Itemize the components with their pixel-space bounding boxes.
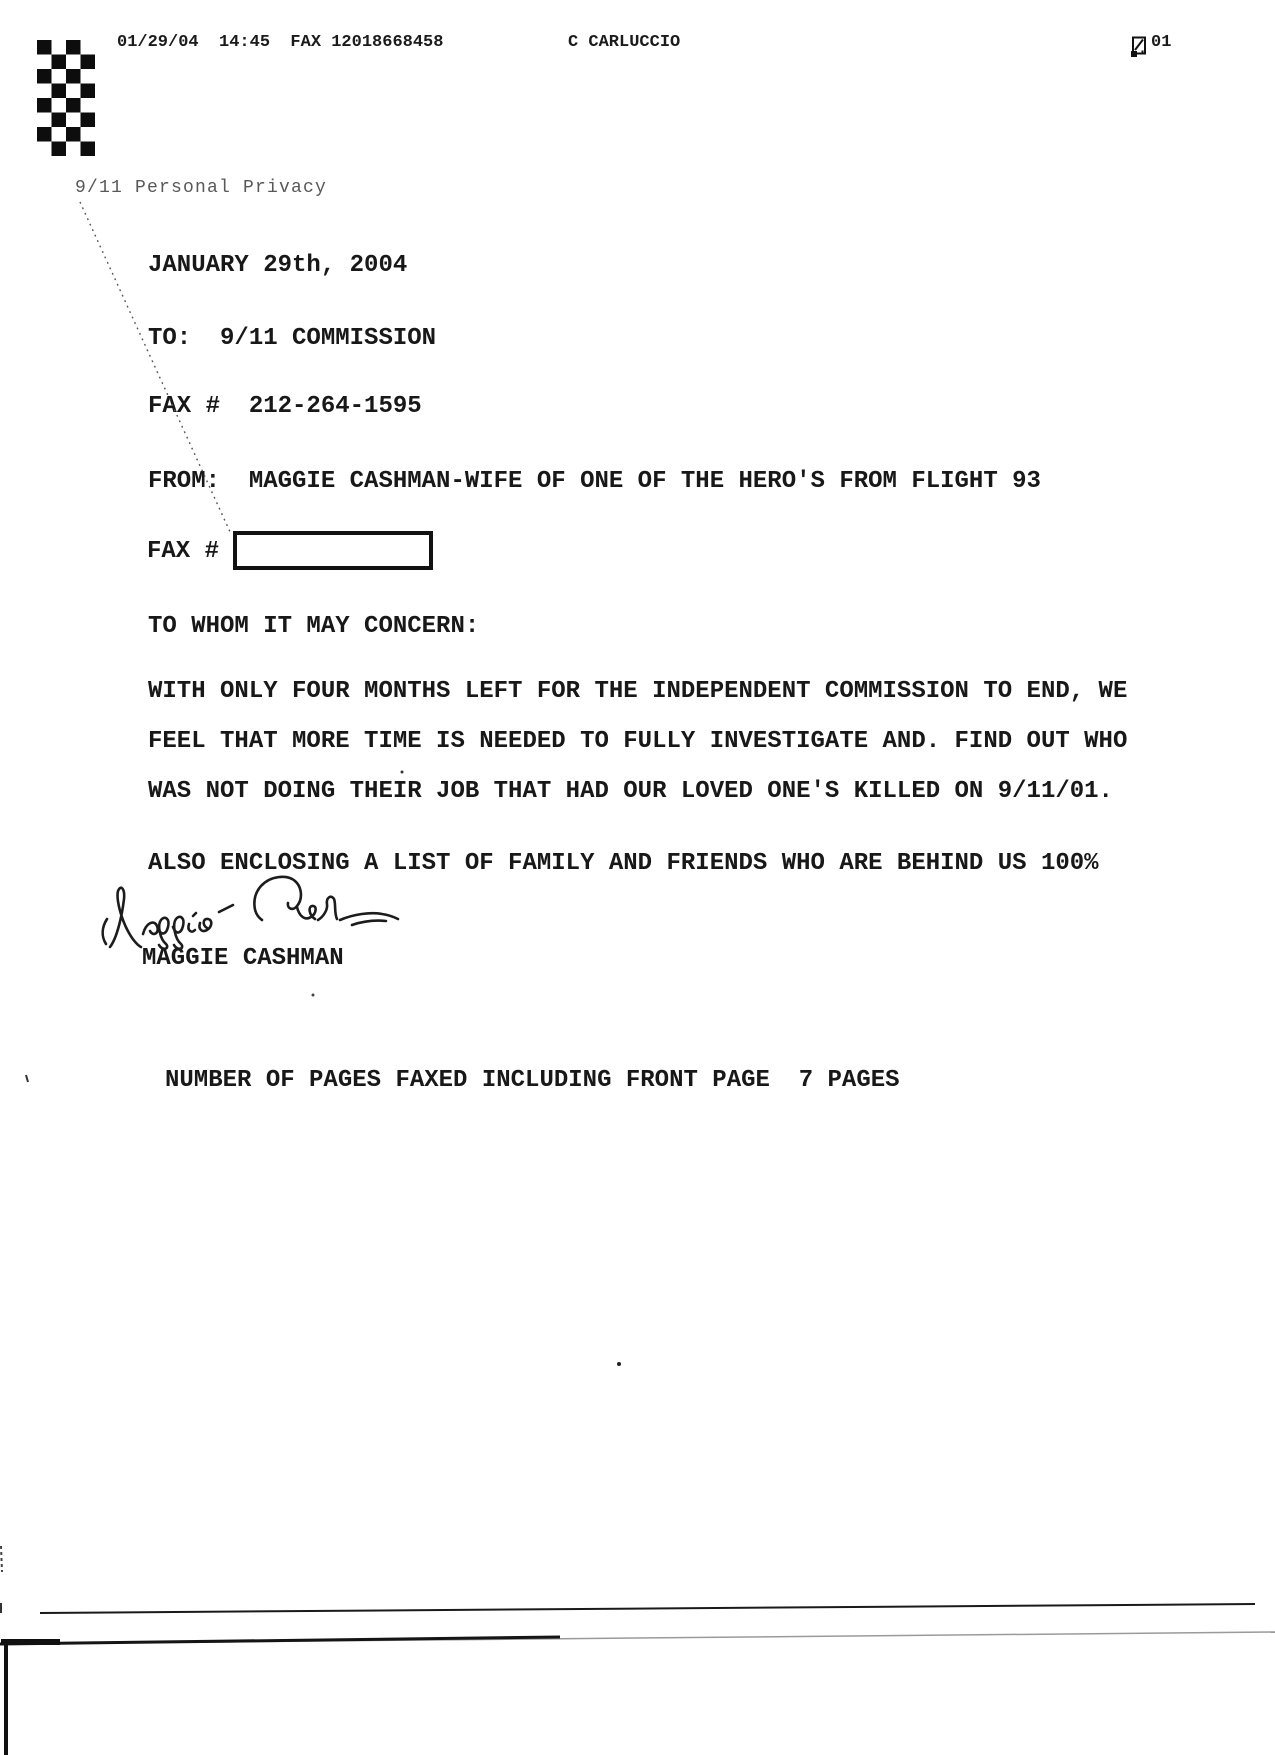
sender-fax-label: FAX # (147, 538, 220, 565)
fax-number-line: FAX # 212-264-1595 (148, 393, 422, 420)
fax-header-timestamp: 01/29/04 14:45 FAX 12018668458 (117, 33, 444, 52)
checkerboard-scan-artifact-icon (37, 40, 95, 156)
salutation-line: TO WHOM IT MAY CONCERN: (148, 613, 480, 640)
scan-speck (617, 1362, 621, 1366)
fax-header-sender-id: C CARLUCCIO (568, 33, 681, 52)
privacy-annotation: 9/11 Personal Privacy (75, 178, 328, 198)
body-line: WITH ONLY FOUR MONTHS LEFT FOR THE INDEPENDENT COMMISSION TO END, WE (148, 678, 1128, 705)
body-line: FEEL THAT MORE TIME IS NEEDED TO FULLY INVESTIGATE AND. FIND OUT WHO (148, 728, 1128, 755)
scan-speck (401, 771, 404, 774)
bottom-rule-faint (0, 1632, 1275, 1644)
date-line: JANUARY 29th, 2004 (148, 252, 408, 279)
bottom-rule (40, 1604, 1255, 1613)
scan-speck (26, 1075, 28, 1082)
fax-header-page-number: 01 (1151, 33, 1172, 52)
pages-count-line: NUMBER OF PAGES FAXED INCLUDING FRONT PAGE 7 PAGES (165, 1067, 900, 1094)
annotated-page-icon (1130, 36, 1148, 64)
enclosure-line: ALSO ENCLOSING A LIST OF FAMILY AND FRIENDS WHO ARE BEHIND US 100% (148, 850, 1099, 877)
body-line: WAS NOT DOING THEIR JOB THAT HAD OUR LOVED ONE'S KILLED ON 9/11/01. (148, 778, 1113, 805)
to-line: TO: 9/11 COMMISSION (148, 325, 437, 352)
scan-speck (312, 994, 315, 997)
redacted-fax-number-box (233, 531, 433, 570)
left-edge-scan-mark (1, 1546, 2, 1572)
bottom-rule-dark-segment (0, 1637, 560, 1644)
signature-typed-name: MAGGIE CASHMAN (142, 945, 344, 972)
from-line: FROM: MAGGIE CASHMAN-WIFE OF ONE OF THE HERO'S FROM FLIGHT 93 (148, 468, 1041, 495)
handwritten-signature (103, 877, 398, 949)
